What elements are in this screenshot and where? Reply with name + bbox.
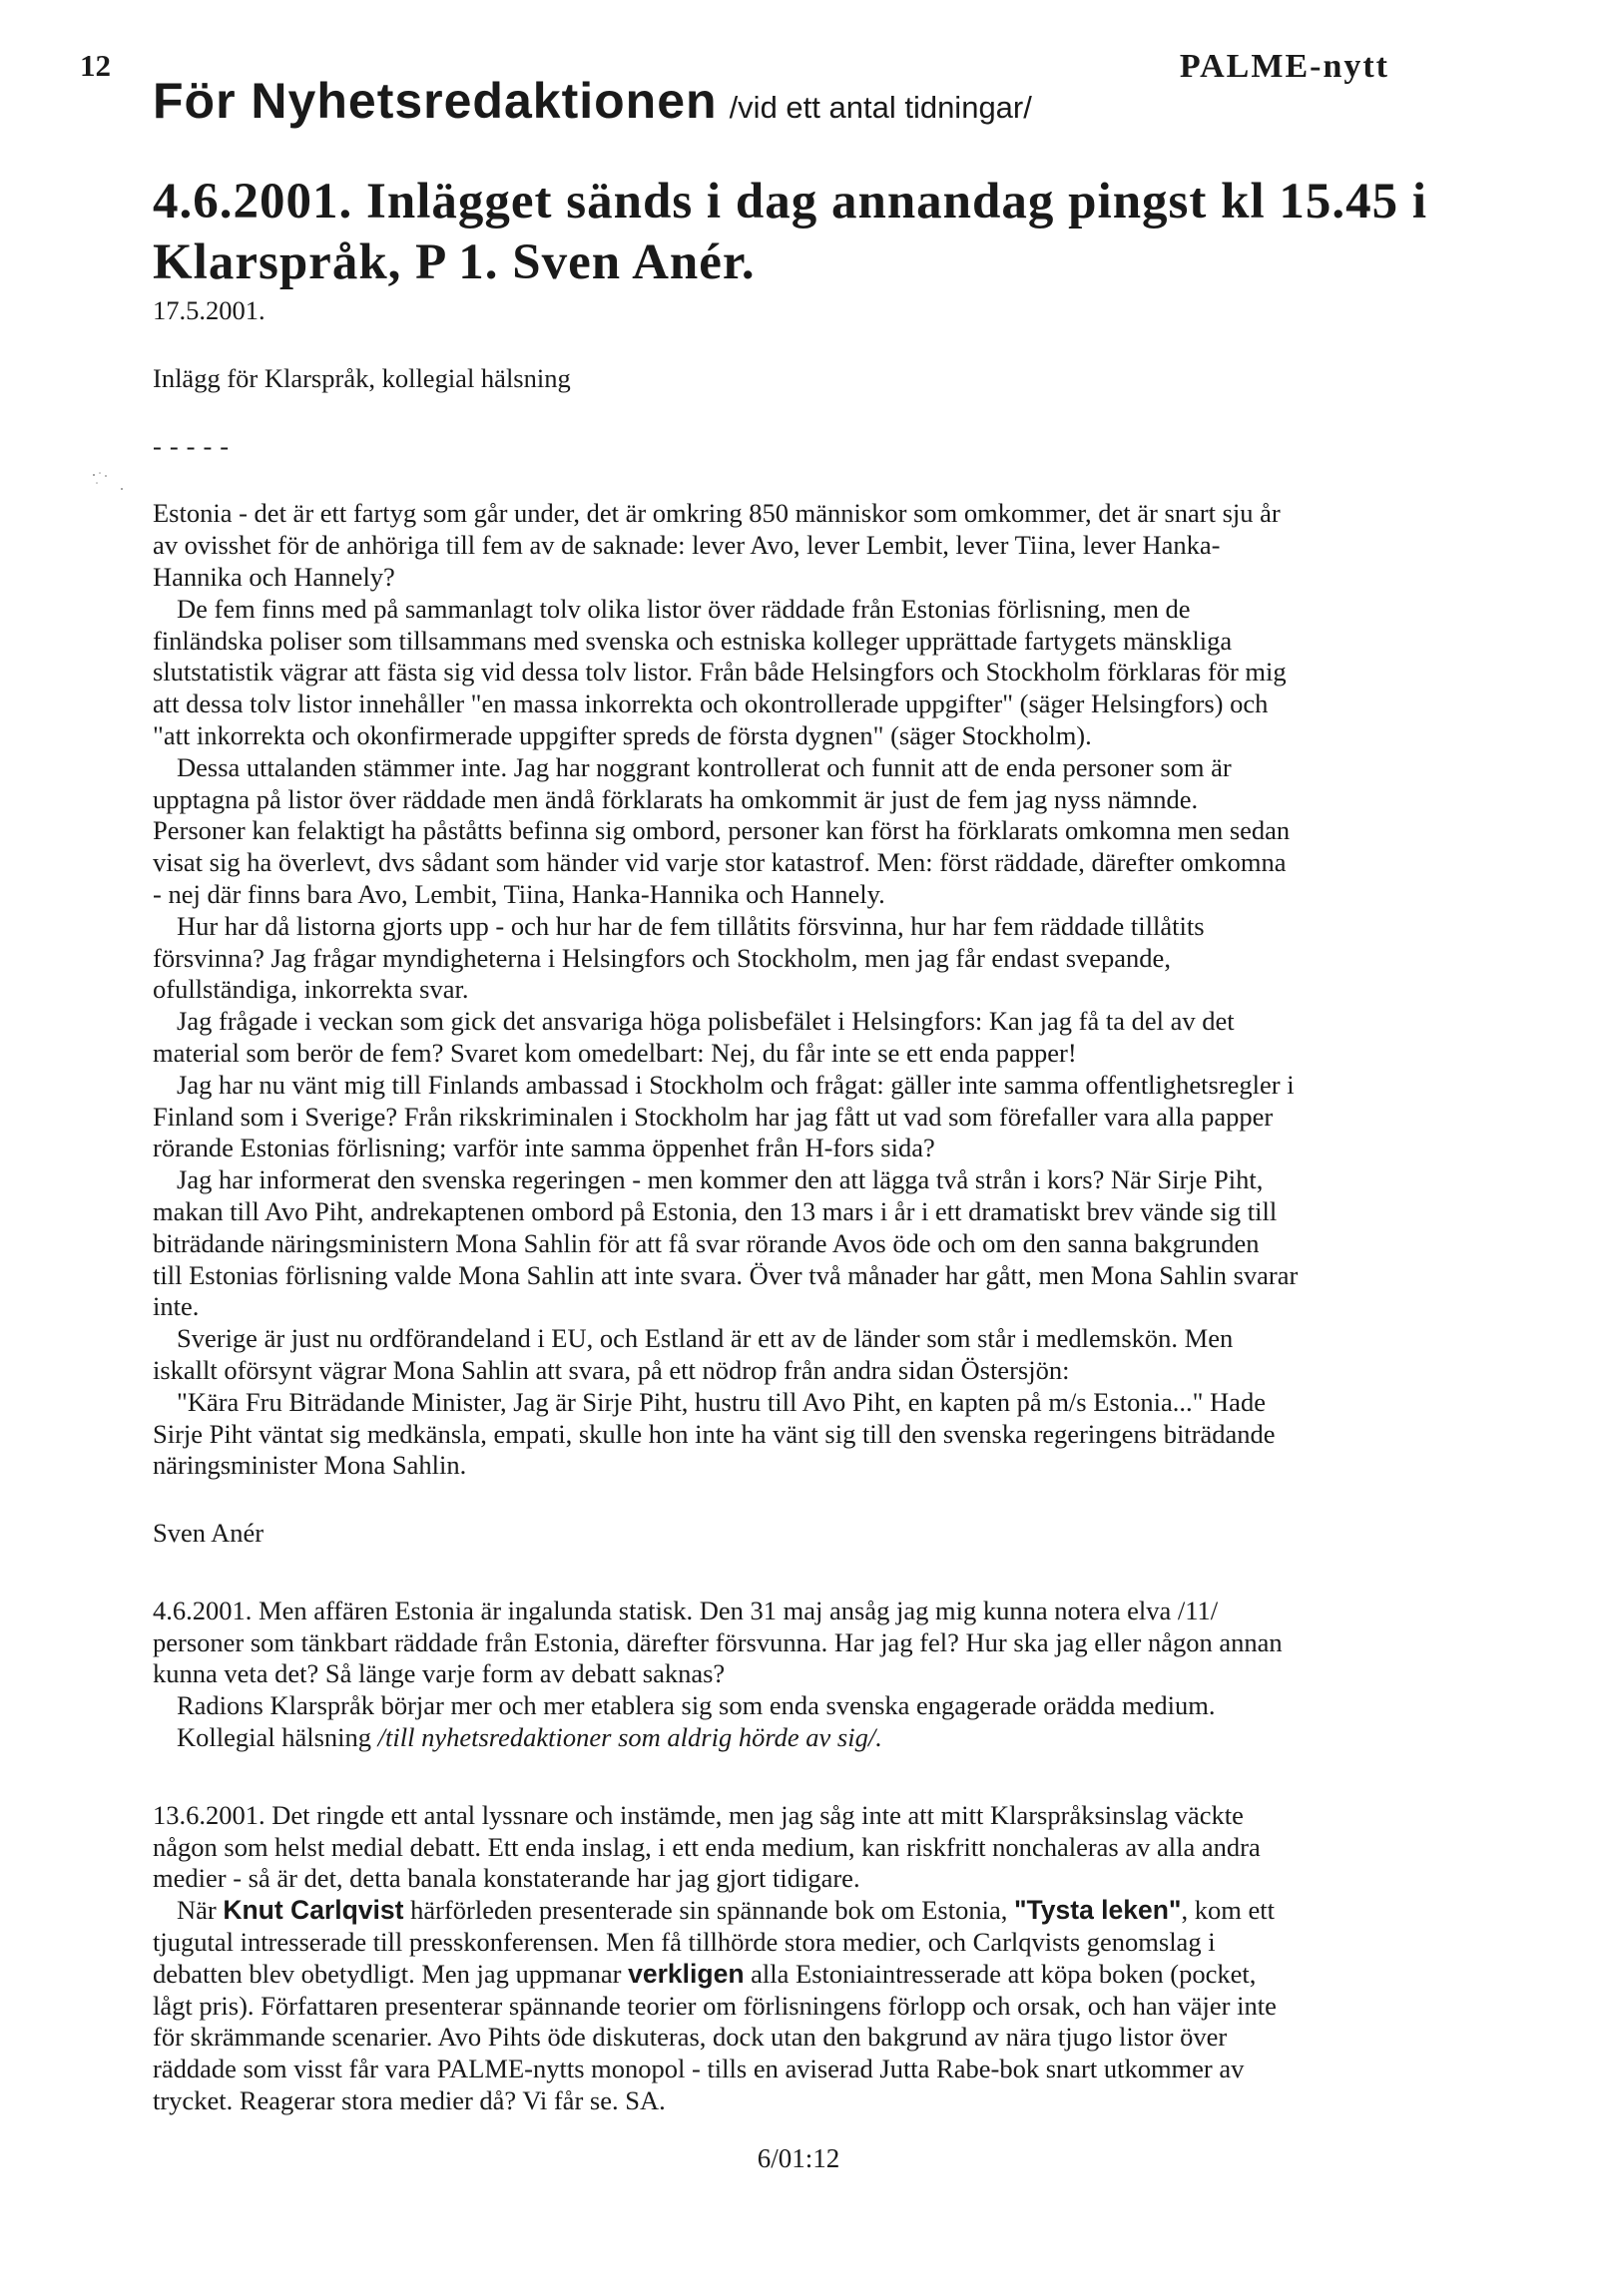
update-paragraph <box>153 1596 1490 1754</box>
paragraph <box>153 752 1490 911</box>
greeting-italic: /till nyhetsredaktioner som aldrig hörde av sig/. <box>377 1722 882 1753</box>
text-line: iskallt oförsynt vägrar Mona Sahlin att svara, på ett nödrop från andra sidan Östersjön: <box>153 1354 1070 1385</box>
text-line: finländska poliser som tillsammans med svenska och estniska kolleger upprättade fartygets mänskliga <box>153 625 1233 656</box>
text-line: 4.6.2001. Men affären Estonia är ingalunda statisk. Den 31 maj ansåg jag mig kunna notera elva /11/ <box>153 1595 1219 1625</box>
masthead-subtitle: /vid ett antal tidningar/ <box>729 90 1032 125</box>
text-line: medier - så är det, detta banala konstaterande har jag gjort tidigare. <box>153 1863 860 1894</box>
text-line: Estonia - det är ett fartyg som går under, det är omkring 850 människor som omkommer, det är snart sju år <box>153 498 1281 529</box>
text-line: inte. <box>153 1291 200 1322</box>
intro-date: 17.5.2001. <box>153 295 266 325</box>
text-line: biträdande näringsministern Mona Sahlin för att få svar rörande Avos öde och om den sanna bakgrunden <box>153 1227 1260 1258</box>
text-line: - nej där finns bara Avo, Lembit, Tiina, Hanka-Hannika och Hannely. <box>153 878 885 909</box>
text-line: Radions Klarspråk börjar mer och mer etablera sig som enda svenska engagerade orädda medium. <box>177 1690 1216 1721</box>
separator: ----- <box>153 430 238 461</box>
text-line: De fem finns med på sammanlagt tolv olika listor över räddade från Estonias förlisning, men de <box>177 593 1191 624</box>
text-line: trycket. Reagerar stora medier då? Vi får se. SA. <box>153 2085 666 2116</box>
paragraph <box>153 1323 1490 1387</box>
carlqvist-line <box>153 1895 1490 1927</box>
text-line: Jag har informerat den svenska regeringen - men kommer den att lägga två strån i kors? När Sirje Piht, <box>177 1164 1264 1195</box>
author-name: Knut Carlqvist <box>223 1895 404 1926</box>
text-line: "att inkorrekta och okonfirmerade uppgifter spreds de första dygnen" (säger Stockholm). <box>153 719 1092 750</box>
issue-code: 6/01:12 <box>757 2143 840 2173</box>
text-line: makan till Avo Piht, andrekaptenen ombord på Estonia, den 13 mars i år i ett dramatiskt brev vände sig till <box>153 1195 1278 1226</box>
text-line: upptagna på listor över räddade men ändå förklarats ha omkommit är just de fem jag nyss nämnde. <box>153 783 1199 814</box>
emphasis-line <box>153 1959 1490 1991</box>
headline <box>153 172 1470 293</box>
emphasis-word: verkligen <box>628 1958 745 1989</box>
article-body <box>153 295 1490 2117</box>
text-line: att dessa tolv listor innehåller "en massa inkorrekta och okontrollerade uppgifter" (säger Helsingfors) och <box>153 689 1269 719</box>
paragraph <box>153 1070 1490 1164</box>
text-line: Hur har då listorna gjorts upp - och hur har de fem tillåtits försvinna, hur har fem räddade tillåtits <box>177 910 1205 941</box>
text-span: alla Estoniaintresserade att köpa boken (pocket, <box>744 1958 1257 1989</box>
section-label: PALME-nytt <box>1179 48 1389 85</box>
paragraph <box>153 594 1490 752</box>
text-line: näringsminister Mona Sahlin. <box>153 1450 467 1481</box>
paragraph <box>153 1006 1490 1070</box>
text-span: debatten blev obetydligt. Men jag uppmanar <box>153 1958 629 1989</box>
masthead-title: För Nyhetsredaktionen <box>153 73 718 129</box>
paragraph <box>153 1164 1490 1323</box>
headline-line: Klarspråk, P 1. Sven Anér. <box>153 234 756 290</box>
text-line: av ovisshet för de anhöriga till fem av de saknade: lever Avo, lever Lembit, lever Tiina, lever Hanka- <box>153 530 1221 561</box>
text-line: Hannika och Hannely? <box>153 561 395 592</box>
text-line: Dessa uttalanden stämmer inte. Jag har noggrant kontrollerat och funnit att de enda personer som är <box>177 751 1232 782</box>
text-line: för skrämmande scenarier. Avo Pihts öde diskuteras, dock utan den bakgrund av nära tjugo listor över <box>153 2022 1228 2053</box>
text-line: 13.6.2001. Det ringde ett antal lyssnare och instämde, men jag såg inte att mitt Klarspråksinslag väckte <box>153 1799 1244 1830</box>
text-line: "Kära Fru Biträdande Minister, Jag är Sirje Piht, hustru till Avo Piht, en kapten på m/s Estonia..." Hade <box>177 1386 1266 1417</box>
text-line: Jag frågade i veckan som gick det ansvariga höga polisbefälet i Helsingfors: Kan jag få ta del av det <box>177 1006 1235 1037</box>
text-line: försvinna? Jag frågar myndigheterna i Helsingfors och Stockholm, men jag får endast svepande, <box>153 942 1171 973</box>
book-title: "Tysta leken" <box>1013 1895 1182 1926</box>
text-span: härförleden presenterade sin spännande bok om Estonia, <box>403 1895 1014 1926</box>
text-line: någon som helst medial debatt. Ett enda inslag, i ett enda medium, kan riskfritt nonchaleras av alla andra <box>153 1831 1261 1862</box>
text-line: ofullständiga, inkorrekta svar. <box>153 974 469 1005</box>
paragraph <box>153 911 1490 1006</box>
scan-specks <box>88 469 128 499</box>
text-line: Personer kan felaktigt ha påståtts befinna sig ombord, personer kan först ha förklarats omkomna men sedan <box>153 815 1291 846</box>
text-line: lågt pris). Författaren presenterar spännande teorier om förlisningens förlopp och orsak, och han väjer inte <box>153 1990 1277 2021</box>
page-number: 12 <box>80 48 111 83</box>
text-line: Sverige är just nu ordförandeland i EU, och Estland är ett av de länder som står i medlemskön. Men <box>177 1323 1234 1354</box>
text-span: När <box>177 1895 224 1926</box>
paragraph <box>153 1387 1490 1482</box>
greeting-line <box>153 1722 1490 1754</box>
intro-subject: Inlägg för Klarspråk, kollegial hälsning <box>153 362 571 393</box>
text-line: material som berör de fem? Svaret kom omedelbart: Nej, du får inte se ett enda papper! <box>153 1037 1077 1068</box>
update-paragraph <box>153 1800 1490 2117</box>
text-line: slutstatistik vägrar att fästa sig vid dessa tolv listor. Från både Helsingfors och Stockholm förklaras för mig <box>153 657 1287 688</box>
text-line: Sirje Piht väntat sig medkänsla, empati, skulle hon inte ha vänt sig till den svenska regeringens biträdande <box>153 1418 1276 1449</box>
text-line: visat sig ha överlevt, dvs sådant som händer vid varje stor katastrof. Men: först räddade, därefter omkomna <box>153 847 1287 878</box>
text-line: Jag har nu vänt mig till Finlands ambassad i Stockholm och frågat: gäller inte samma offentlighetsregler i <box>177 1069 1295 1100</box>
text-line: rörande Estonias förlisning; varför inte samma öppenhet från H-fors sida? <box>153 1133 935 1163</box>
text-line: personer som tänkbart räddade från Estonia, därefter försvunna. Har jag fel? Hur ska jag eller någon annan <box>153 1626 1283 1657</box>
text-line: Finland som i Sverige? Från rikskriminalen i Stockholm har jag fått ut vad som förefaller vara alla papper <box>153 1101 1274 1132</box>
text-line: till Estonias förlisning valde Mona Sahlin att inte svara. Över två månader har gått, men Mona Sahlin svarar <box>153 1259 1299 1290</box>
text-line: kunna veta det? Så länge varje form av debatt saknas? <box>153 1658 726 1689</box>
paragraph <box>153 498 1490 593</box>
masthead <box>153 72 1032 130</box>
headline-line: 4.6.2001. Inlägget sänds i dag annandag pingst kl 15.45 i <box>153 174 1428 230</box>
text-line: räddade som visst får vara PALME-nytts monopol - tills en aviserad Jutta Rabe-bok snart utkommer av <box>153 2054 1245 2084</box>
signature: Sven Anér <box>153 1518 265 1549</box>
greeting-prefix: Kollegial hälsning <box>177 1722 378 1753</box>
text-line: tjugutal intresserade till presskonferensen. Men få tillhörde stora medier, och Carlqvists genomslag i <box>153 1927 1216 1958</box>
text-span: , kom ett <box>1181 1895 1275 1926</box>
